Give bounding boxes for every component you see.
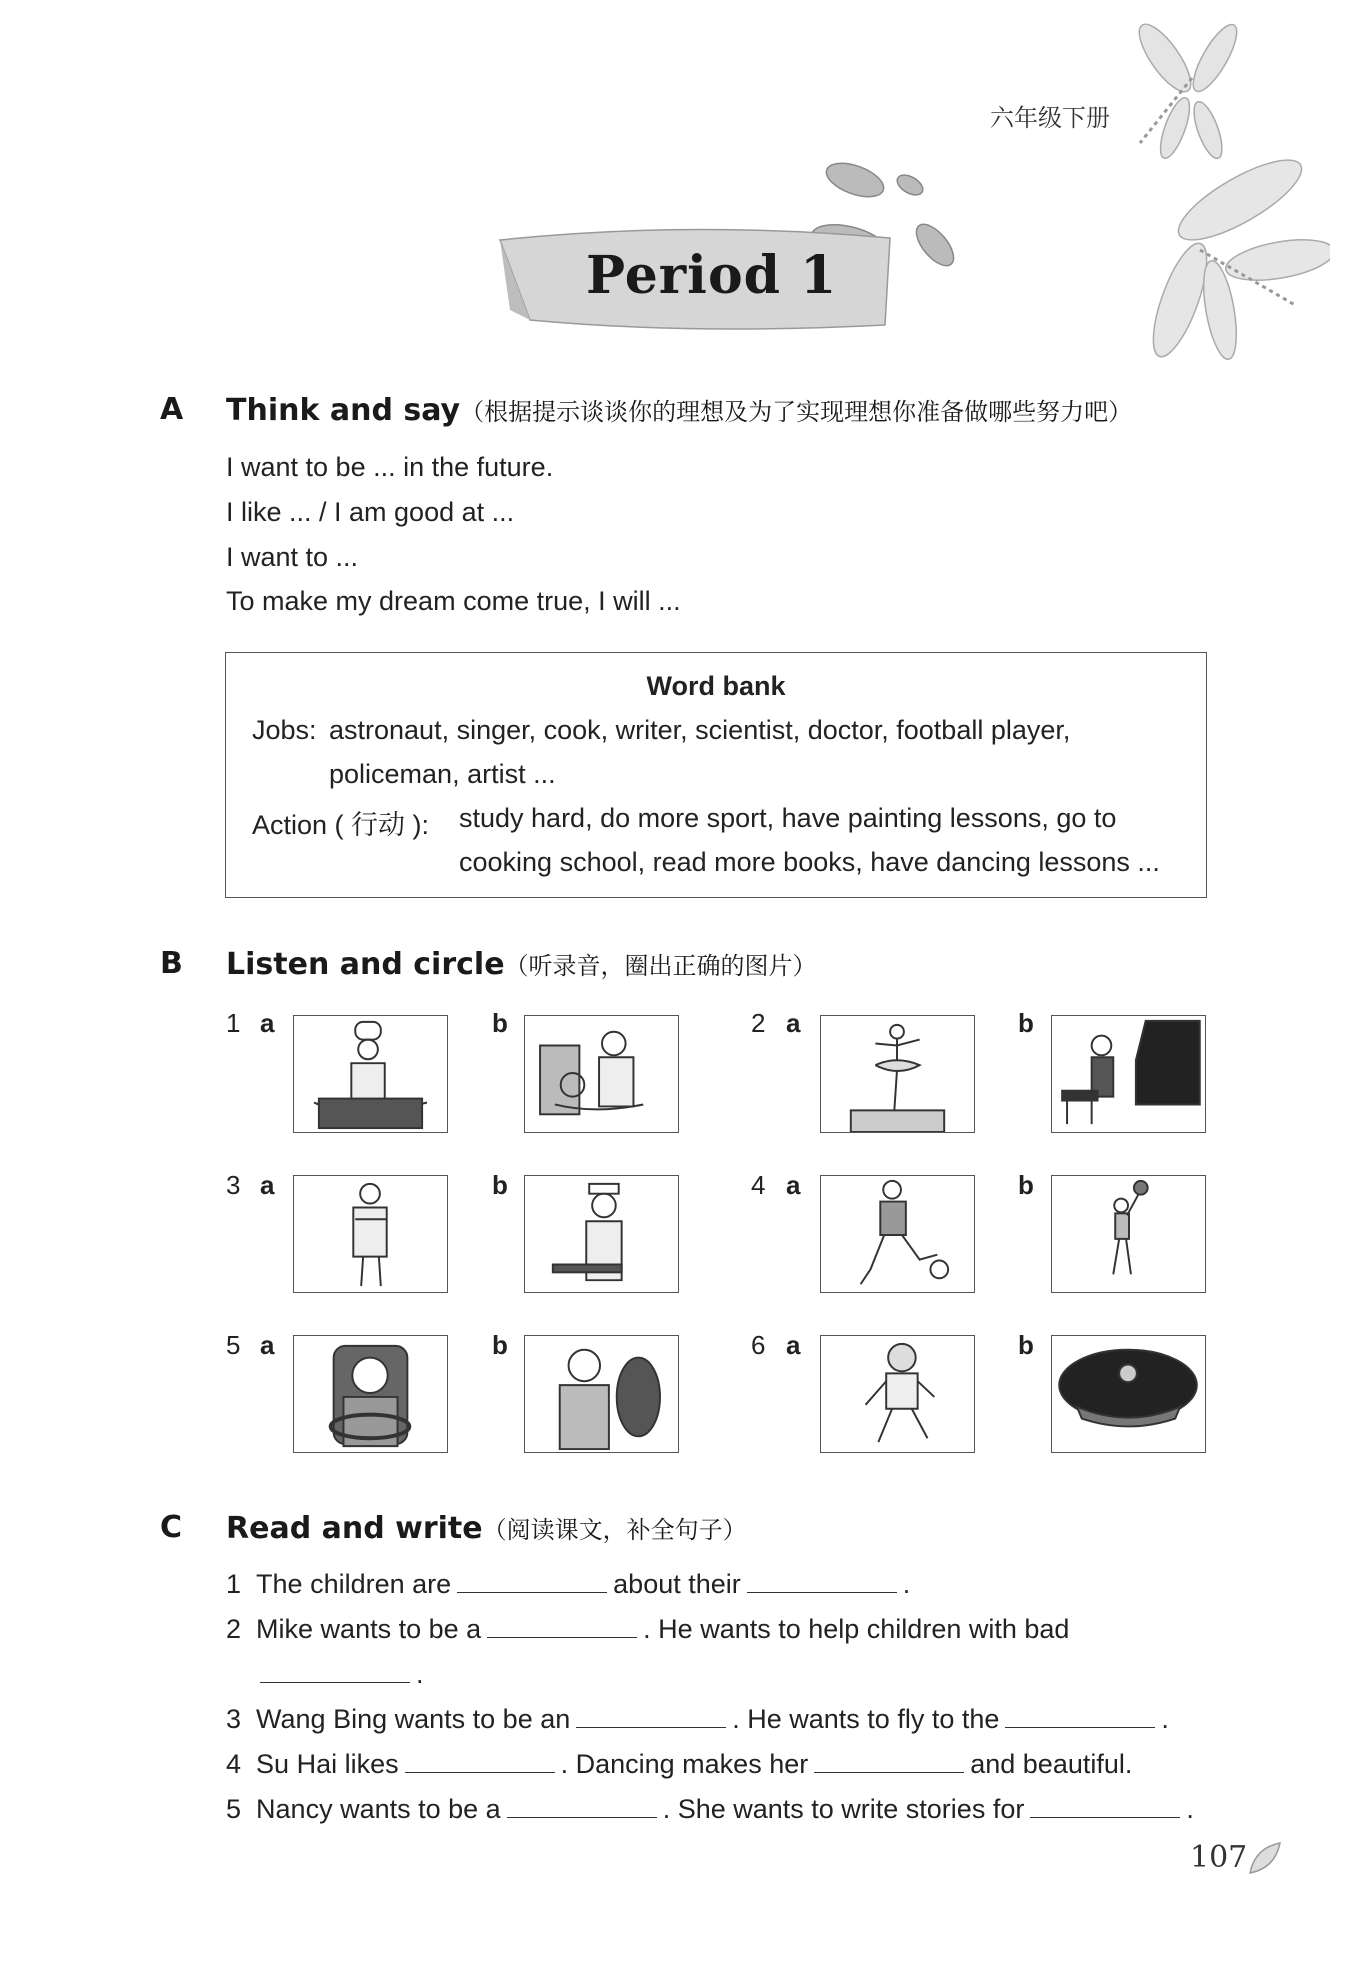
action-label: Action ( 行动 ): — [252, 810, 430, 840]
action-line: study hard, do more sport, have painting lessons, go to — [459, 803, 1117, 833]
sentence-line — [226, 1613, 1069, 1645]
answer-blank[interactable] — [814, 1748, 964, 1773]
jobs-label: Jobs: — [252, 715, 317, 745]
section-a-heading — [226, 392, 1132, 428]
option-label: a — [786, 1330, 801, 1360]
nurse-icon[interactable] — [524, 1175, 679, 1293]
section-c-subtitle: （阅读课文，补全句子） — [482, 1516, 747, 1544]
section-letter-c: C — [160, 1510, 183, 1545]
section-a-subtitle: （根据提示谈谈你的理想及为了实现理想你准备做哪些努力吧） — [460, 398, 1133, 426]
action-line: cooking school, read more books, have dancing lessons ... — [459, 847, 1160, 877]
cook-icon[interactable] — [293, 1015, 448, 1133]
driver-icon[interactable] — [293, 1335, 448, 1453]
prompt-line: To make my dream come true, I will ... — [226, 586, 681, 616]
farmer-icon[interactable] — [524, 1335, 679, 1453]
prompt-line: I like ... / I am good at ... — [226, 497, 515, 527]
word-bank-box — [225, 652, 1207, 898]
section-c-title: Read and write — [226, 1511, 483, 1546]
sentence-text: Nancy wants to be a — [256, 1794, 501, 1824]
sentence-line — [226, 1748, 1132, 1780]
option-label: b — [492, 1170, 508, 1200]
answer-blank[interactable] — [576, 1703, 726, 1728]
sentence-text: . She wants to write stories for — [662, 1794, 1025, 1824]
dentist-icon[interactable] — [524, 1015, 679, 1133]
police-cap-icon[interactable] — [1051, 1335, 1206, 1453]
sentence-text: . — [1161, 1704, 1169, 1734]
page-title: Period 1 — [586, 245, 838, 306]
prompt-line: I want to be ... in the future. — [226, 452, 554, 482]
section-b-title: Listen and circle — [226, 947, 505, 982]
doctor-icon[interactable] — [293, 1175, 448, 1293]
sentence-text: . He wants to fly to the — [732, 1704, 1000, 1734]
section-c-heading — [226, 1510, 747, 1546]
sentence-text: . He wants to help children with bad — [643, 1614, 1070, 1644]
option-label: b — [1018, 1330, 1034, 1360]
option-label: b — [1018, 1170, 1034, 1200]
item-number: 4 — [751, 1170, 766, 1200]
item-number: 5 — [226, 1330, 241, 1360]
word-bank-title: Word bank — [646, 671, 786, 701]
section-b-subtitle: （听录音，圈出正确的图片） — [504, 952, 817, 980]
football-player-icon[interactable] — [820, 1175, 975, 1293]
sentence-text: . Dancing makes her — [560, 1749, 809, 1779]
sentence-text: The children are — [256, 1569, 452, 1599]
option-label: a — [786, 1008, 801, 1038]
answer-blank[interactable] — [747, 1568, 897, 1593]
sentence-line — [226, 1568, 910, 1600]
item-number: 1 — [226, 1569, 242, 1599]
option-label: b — [492, 1330, 508, 1360]
pianist-icon[interactable] — [1051, 1015, 1206, 1133]
answer-blank[interactable] — [457, 1568, 607, 1593]
sentence-text: and beautiful. — [970, 1749, 1133, 1779]
sentence-line — [226, 1793, 1194, 1825]
sentence-text: about their — [613, 1569, 741, 1599]
section-letter-b: B — [160, 946, 183, 981]
leaf-icon — [1245, 1838, 1285, 1878]
sentence-line — [254, 1658, 424, 1690]
item-number: 4 — [226, 1749, 242, 1779]
dragonfly-icon — [1130, 150, 1330, 370]
section-a-title: Think and say — [226, 393, 461, 428]
item-number: 3 — [226, 1704, 242, 1734]
item-number: 1 — [226, 1008, 241, 1038]
item-number: 2 — [226, 1614, 242, 1644]
option-label: a — [260, 1170, 275, 1200]
option-label: b — [492, 1008, 508, 1038]
answer-blank[interactable] — [487, 1613, 637, 1638]
jobs-line: astronaut, singer, cook, writer, scientist, doctor, football player, — [329, 715, 1071, 745]
section-b-heading — [226, 946, 817, 982]
answer-blank[interactable] — [405, 1748, 555, 1773]
item-number: 5 — [226, 1794, 242, 1824]
answer-blank[interactable] — [1005, 1703, 1155, 1728]
option-label: a — [260, 1330, 275, 1360]
sentence-line — [226, 1703, 1169, 1735]
sentence-text: Wang Bing wants to be an — [256, 1704, 571, 1734]
basketball-player-icon[interactable] — [1051, 1175, 1206, 1293]
item-number: 2 — [751, 1008, 766, 1038]
grade-label: 六年级下册 — [990, 104, 1110, 132]
prompt-line: I want to ... — [226, 542, 359, 572]
option-label: a — [786, 1170, 801, 1200]
option-label: a — [260, 1008, 275, 1038]
item-number: 6 — [751, 1330, 766, 1360]
answer-blank[interactable] — [507, 1793, 657, 1818]
sentence-text: Su Hai likes — [256, 1749, 399, 1779]
section-letter-a: A — [160, 392, 184, 427]
jobs-line: policeman, artist ... — [329, 759, 556, 789]
sentence-text: . — [902, 1569, 911, 1599]
astronaut-icon[interactable] — [820, 1335, 975, 1453]
option-label: b — [1018, 1008, 1034, 1038]
sentence-text: Mike wants to be a — [256, 1614, 482, 1644]
dancer-icon[interactable] — [820, 1015, 975, 1133]
item-number: 3 — [226, 1170, 241, 1200]
answer-blank[interactable] — [260, 1658, 410, 1683]
page-number: 107 — [1190, 1840, 1248, 1875]
dragonfly-icon — [1130, 18, 1250, 168]
sentence-text: . — [1186, 1794, 1194, 1824]
answer-blank[interactable] — [1030, 1793, 1180, 1818]
sentence-text: . — [416, 1659, 424, 1689]
